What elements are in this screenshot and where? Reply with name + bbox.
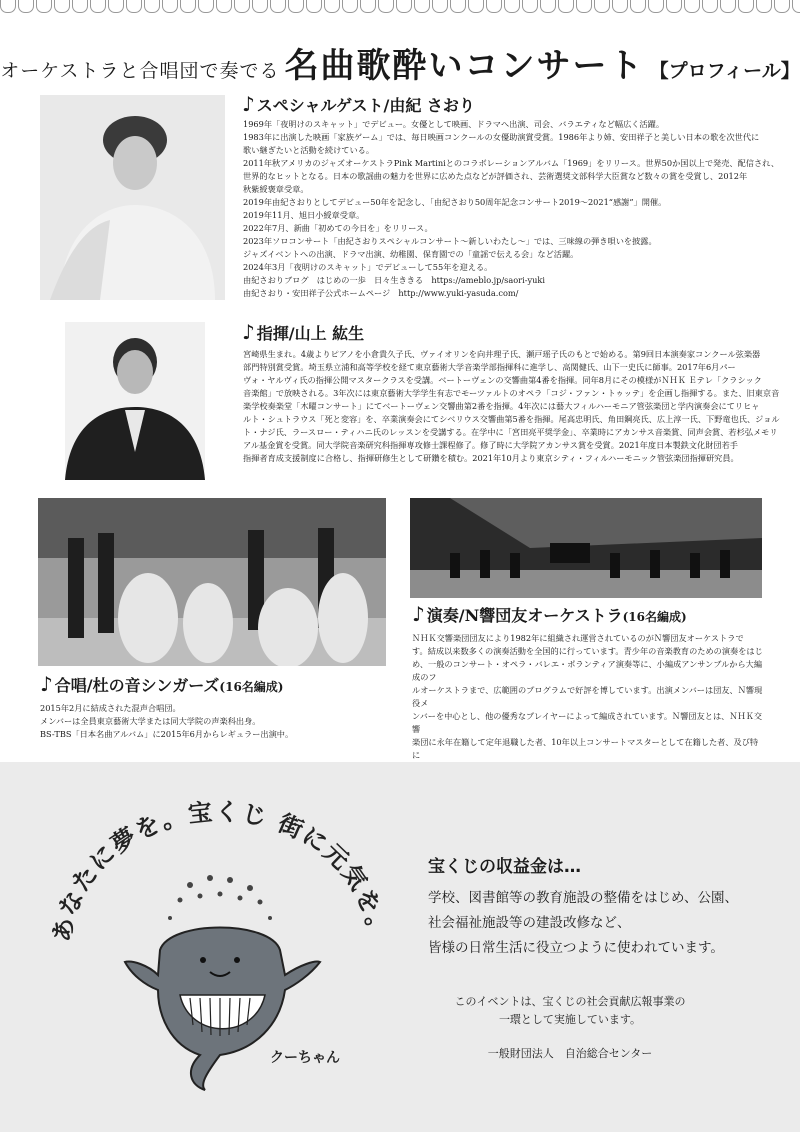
music-note-icon: ♪ <box>412 602 425 626</box>
text-line: 歌い継ぎたいと活動を続けている。 <box>243 145 375 155</box>
event-note <box>430 993 710 1029</box>
music-note-icon: ♪ <box>242 92 255 116</box>
text-line: 一環として実施しています。 <box>498 1013 642 1026</box>
text-line: ヴォ・ヤルヴィ氏の指揮公開マスタークラスを受講。ベートーヴェンの交響曲第4番を指揮。同年8月にその模様がＮＨＫ Ｅテレ「クラシック <box>243 375 762 385</box>
text-line: 部門特別賞受賞。埼玉県立浦和高等学校を経て東京藝術大学音楽学部指揮科に進学し、高関健氏、山下一史氏に師事。2017年6月パー <box>243 362 736 372</box>
page-title <box>0 38 800 87</box>
text-line: ト・ナジ氏、ラースロー・ティハニ氏のレッスンを受講する。在学中に「宮田亮平奨学金」、卒業時にアカンサス音楽賞、同声会賞、若杉弘メモリ <box>243 427 778 437</box>
text-line: 2023年ソロコンサート「由紀さおりスペシャルコンサート〜新しいわたし〜」では、三味線の弾き唄いを披露。 <box>243 236 657 246</box>
svg-text:あなたに夢を。宝くじ 街に元気を。 <box>48 800 392 944</box>
text-line: ルオーケストラまで、広範囲のプログラムで好評を博しています。出演メンバーは団友、Ｎ響現役メ <box>412 685 763 708</box>
scallop-arc <box>522 0 538 13</box>
text-line: 宮崎県生まれ。4歳よりピアノを小倉貴久子氏、ヴァイオリンを向井理子氏、瀬戸瑶子氏のもとで始める。第9回日本演奏家コンクール弦楽器 <box>243 349 761 359</box>
scallop-arc <box>378 0 394 13</box>
scallop-arc <box>126 0 142 13</box>
guest-photo <box>40 95 225 300</box>
conductor-photo <box>65 322 205 480</box>
scallop-arc <box>720 0 736 13</box>
scallop-arc <box>558 0 574 13</box>
conductor-body <box>243 348 785 465</box>
scallop-arc <box>0 0 16 13</box>
scallop-arc <box>702 0 718 13</box>
scallop-arc <box>234 0 250 13</box>
scallop-arc <box>198 0 214 13</box>
scallop-arc <box>360 0 376 13</box>
text-line: ＮＨＫ交響楽団団友により1982年に組織され運営されているのがＮ響団友オーケストラで <box>412 633 744 643</box>
text-line: メンバーは全員東京藝術大学または同大学院の声楽科出身。 <box>40 716 261 726</box>
orchestra-photo <box>410 498 762 598</box>
scallop-arc <box>342 0 358 13</box>
text-line: ジャズイベントへの出演、ドラマ出演、幼稚園、保育園での「童謡で伝える会」など活躍。 <box>243 249 579 259</box>
fountain-dots <box>168 875 272 920</box>
choir-photo <box>38 498 386 666</box>
music-note-icon: ♪ <box>242 320 255 344</box>
text-line: め、一般のコンサート・オペラ・バレエ・ポランティア演奏等に、小編成アンサンブルから大編成のフ <box>412 659 763 682</box>
text-line: 世界的なヒットとなる。日本の歌謡曲の魅力を世界に広めた点などが評価され、芸術選奨文部科学大臣賞など数々の賞を受賞し、2012年 <box>243 171 748 181</box>
scallop-arc <box>468 0 484 13</box>
scallop-arc <box>576 0 592 13</box>
text-line: す。結成以来数多くの演奏活動を全国的に行っています。青少年の音楽教育のための演奏をはじ <box>412 646 763 656</box>
scallop-arc <box>144 0 160 13</box>
scallop-arc <box>504 0 520 13</box>
scallop-arc <box>486 0 502 13</box>
scallop-border <box>0 0 800 18</box>
takarakuji-logo <box>40 800 400 1100</box>
scallop-arc <box>72 0 88 13</box>
title-prefix: オーケストラと合唱団で奏でる <box>0 60 280 82</box>
scallop-arc <box>594 0 610 13</box>
text-line: 学校、図書館等の教育施設の整備をはじめ、公園、 <box>428 890 738 906</box>
scallop-arc <box>792 0 800 13</box>
scallop-arc <box>666 0 682 13</box>
text-line: ンバーを中心とし、他の優秀なプレイヤーによって編成されています。Ｎ響団友とは、ＮＨＫ交響 <box>412 711 763 734</box>
text-line: 由紀さおり・安田祥子公式ホームページ http://www.yuki-yasuda.com/ <box>243 288 519 298</box>
text-line: 由紀さおりブログ はじめの一歩 日々生ききる https://ameblo.jp/saori-yuki <box>243 275 545 285</box>
text-line: 1969年「夜明けのスキャット」でデビュー。女優として映画、ドラマへ出演、司会、バラエティなど幅広く活躍。 <box>243 119 665 129</box>
arc-slogan: あなたに夢を。宝くじ 街に元気を。 <box>47 800 393 945</box>
scallop-arc <box>36 0 52 13</box>
scallop-arc <box>396 0 412 13</box>
text-line: 社会福祉施設等の建設改修など、 <box>428 915 631 931</box>
text-line: 楽学校奏楽堂「木曜コンサート」にてベートーヴェン交響曲第2番を指揮。4年次には藝大フィルハーモニア管弦楽団と学内演奏会にてリヒャ <box>243 401 760 411</box>
scallop-arc <box>108 0 124 13</box>
organization: 一般財団法人 自治総合センター <box>487 1047 653 1060</box>
scallop-arc <box>432 0 448 13</box>
text-line: ルト・シュトラウス「死と変容」を、卒業演奏会にてシベリウス交響曲第5番を指揮。尾高忠明氏、角田鋼亮氏、広上淳一氏、下野竜也氏、ジョル <box>243 414 780 424</box>
scallop-arc <box>162 0 178 13</box>
text-line: 2015年2月に結成された混声合唱団。 <box>40 703 181 713</box>
orchestra-heading: ♪ 演奏/N響団友オーケストラ(16名編成) <box>412 602 687 626</box>
guest-heading: ♪ スペシャルゲスト/由紀 さおり <box>242 92 475 116</box>
scallop-arc <box>54 0 70 13</box>
text-line: 楽団に永年在籍して定年退職した者、10年以上コンサートマスターとして在籍した者、及び特に <box>412 737 759 760</box>
choir-body <box>40 702 390 741</box>
choir-heading: ♪ 合唱/杜の音シンガーズ(16名編成) <box>40 672 284 696</box>
scallop-arc <box>18 0 34 13</box>
proceeds-body <box>428 886 738 961</box>
scallop-arc <box>774 0 790 13</box>
scallop-arc <box>756 0 772 13</box>
text-line: 皆様の日常生活に役立つように使われています。 <box>428 940 724 956</box>
scallop-arc <box>324 0 340 13</box>
text-line: アル基金賞を受賞。同大学院音楽研究科指揮専攻修士課程修了。修了時に大学院アカンサス賞を受賞。2021年度日本製鉄文化財団若手 <box>243 440 738 450</box>
guest-body <box>243 118 783 300</box>
text-line: 2019年11月、旭日小綬章受章。 <box>243 210 365 220</box>
scallop-arc <box>450 0 466 13</box>
proceeds-title: 宝くじの収益金は… <box>428 857 581 877</box>
text-line: 指揮者育成支援制度に合格し、指揮研修生として研鑽を積む。2021年10月より東京シティ・フィルハーモニック管弦楽団指揮研究員。 <box>243 453 739 463</box>
scallop-arc <box>306 0 322 13</box>
title-main: 名曲歌酔いコンサート <box>284 46 645 86</box>
scallop-arc <box>90 0 106 13</box>
scallop-arc <box>612 0 628 13</box>
text-line: BS-TBS「日本名曲アルバム」に2015年6月からレギュラー出演中。 <box>40 729 294 739</box>
scallop-arc <box>738 0 754 13</box>
scallop-arc <box>648 0 664 13</box>
text-line: 音楽館」で放映される。3年次には東京藝術大学学生有志でモーツァルトのオペラ「コジ・ファン・トゥッテ」を企画し指揮する。また、旧東京音 <box>243 388 780 398</box>
music-note-icon: ♪ <box>40 672 53 696</box>
conductor-heading: ♪ 指揮/山上 紘生 <box>242 320 365 344</box>
scallop-arc <box>216 0 232 13</box>
scallop-arc <box>270 0 286 13</box>
text-line: 2011年秋アメリカのジャズオーケストラPink Martiniとのコラボレーションアルバム「1969」をリリース。世界50か国以上で発売、配信され、 <box>243 158 780 168</box>
text-line: 秋紫綬褒章受章。 <box>243 184 309 194</box>
scallop-arc <box>684 0 700 13</box>
mascot-name: クーちゃん <box>270 1050 340 1066</box>
scallop-arc <box>252 0 268 13</box>
scallop-arc <box>540 0 556 13</box>
text-line: 2022年7月、新曲「初めての今日を」をリリース。 <box>243 223 433 233</box>
text-line: 1983年に出演した映画「家族ゲーム」では、毎日映画コンクールの女優助演賞受賞。1986年より姉、安田祥子と美しい日本の歌を次世代に <box>243 132 760 142</box>
scallop-arc <box>288 0 304 13</box>
scallop-arc <box>630 0 646 13</box>
title-suffix: 【プロフィール】 <box>649 60 800 82</box>
text-line: このイベントは、宝くじの社会貢献広報事業の <box>454 995 686 1008</box>
text-line: 2024年3月「夜明けのスキャット」でデビューして55年を迎える。 <box>243 262 493 272</box>
scallop-arc <box>180 0 196 13</box>
scallop-arc <box>414 0 430 13</box>
text-line: 2019年由紀さおりとしてデビュー50年を記念し、「由紀さおり50周年記念コンサート2019〜2021“感謝”」開催。 <box>243 197 667 207</box>
